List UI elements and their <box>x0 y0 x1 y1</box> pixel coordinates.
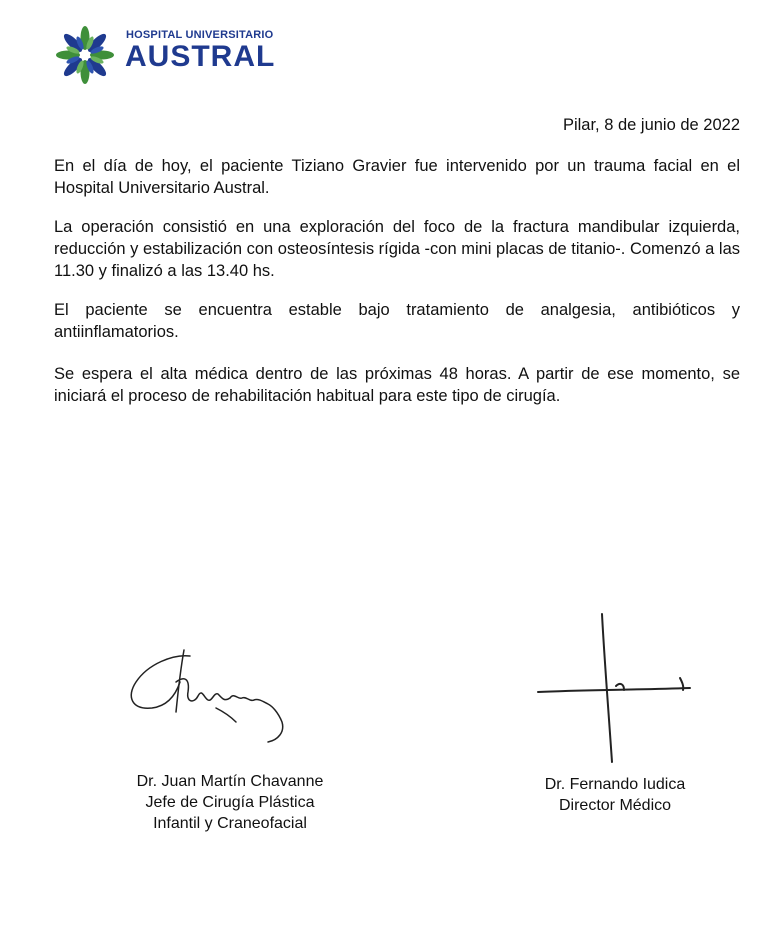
signatory-left <box>70 771 390 834</box>
signature-right-icon <box>520 594 710 774</box>
paragraph-4: Se espera el alta médica dentro de las próximas 48 horas. A partir de ese momento, se iniciará el proceso de rehabilitación habitual para este tipo de cirugía. <box>54 365 740 405</box>
signatory-right-title-1: Director Médico <box>558 797 672 814</box>
signatory-left-name: Dr. Juan Martín Chavanne <box>136 773 324 790</box>
signatory-left-title-2: Infantil y Craneofacial <box>153 815 307 832</box>
paragraph-3: El paciente se encuentra estable bajo tratamiento de analgesia, antibióticos y antiinflamatorios. <box>54 301 740 341</box>
signature-left-icon <box>118 642 298 752</box>
signatory-right <box>495 774 735 816</box>
flower-logo-icon <box>52 22 118 88</box>
signatory-left-title-1: Jefe de Cirugía Plástica <box>145 794 315 811</box>
logo-text-line2: AUSTRAL <box>125 40 276 73</box>
paragraph-1: En el día de hoy, el paciente Tiziano Gravier fue intervenido por un trauma facial en el Hospital Universitario Austral. <box>54 157 740 197</box>
letter-date: Pilar, 8 de junio de 2022 <box>562 116 740 134</box>
signatory-right-name: Dr. Fernando Iudica <box>544 776 686 793</box>
paragraph-2: La operación consistió en una exploración del foco de la fractura mandibular izquierda, reducción y estabilización con osteosíntesis rígida -con mini placas de titanio-. Comenzó a las 11.30 y finalizó a las 13.40 hs. <box>54 218 741 280</box>
hospital-logo <box>52 22 276 92</box>
logo-text-line1: HOSPITAL UNIVERSITARIO <box>126 29 274 41</box>
